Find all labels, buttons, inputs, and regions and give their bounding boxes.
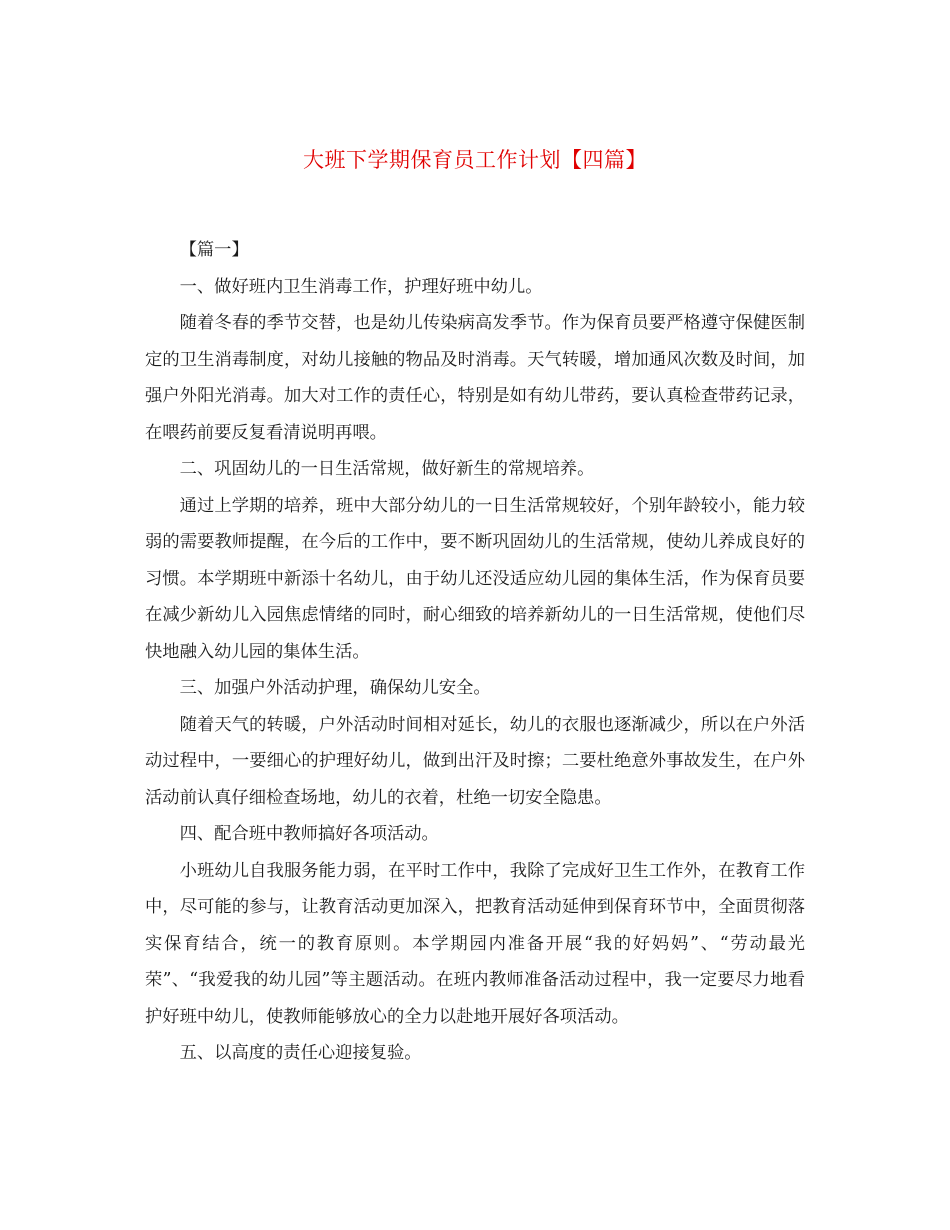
body-paragraph-2: 通过上学期的培养，班中大部分幼儿的一日生活常规较好，个别年龄较小，能力较弱的需要教师提醒，在今后的工作中，要不断巩固幼儿的生活常规，使幼儿养成良好的习惯。本学期班中新添十名幼儿，由于幼儿还没适应幼儿园的集体生活，作为保育员要在减少新幼儿入园焦虑情绪的同时，耐心细致的培养新幼儿的一日生活常规，使他们尽快地融入幼儿园的集体生活。: [145, 495, 805, 662]
section-heading-2: 二、巩固幼儿的一日生活常规，做好新生的常规培养。: [179, 459, 595, 479]
section-heading-4: 四、配合班中教师搞好各项活动。: [179, 824, 439, 844]
section-heading-1: 一、做好班内卫生消毒工作，护理好班中幼儿。: [179, 276, 543, 297]
document-title: 大班下学期保育员工作计划【四篇】: [303, 148, 647, 172]
body-paragraph-4: 小班幼儿自我服务能力弱，在平时工作中，我除了完成好卫生工作外，在教育工作中，尽可能的参与，让教育活动更加深入，把教育活动延伸到保育环节中，全面贯彻落实保育结合，统一的教育原则。本学期园内准备开展“我的好妈妈”、“劳动最光荣”、“我爱我的幼儿园”等主题活动。在班内教师准备活动过程中，我一定要尽力地看护好班中幼儿，使教师能够放心的全力以赴地开展好各项活动。: [145, 860, 805, 1027]
body-paragraph-1: 随着冬春的季节交替，也是幼儿传染病高发季节。作为保育员要严格遵守保健医制定的卫生消毒制度，对幼儿接触的物品及时消毒。天气转暖，增加通风次数及时间，加强户外阳光消毒。加大对工作的责任心，特别是如有幼儿带药，要认真检查带药记录，在喂药前要反复看清说明再喂。: [145, 313, 805, 443]
body-paragraph-3: 随着天气的转暖，户外活动时间相对延长，幼儿的衣服也逐渐减少，所以在户外活动过程中，一要细心的护理好幼儿，做到出汗及时擦；二要杜绝意外事故发生，在户外活动前认真仔细检查场地，幼儿的衣着，杜绝一切安全隐患。: [145, 714, 805, 808]
section-heading-part-one: 【篇一】: [179, 240, 249, 260]
section-heading-5: 五、以高度的责任心迎接复验。: [179, 1043, 422, 1063]
section-heading-3: 三、加强户外活动护理，确保幼儿安全。: [179, 678, 491, 698]
document-body: [145, 232, 805, 1072]
